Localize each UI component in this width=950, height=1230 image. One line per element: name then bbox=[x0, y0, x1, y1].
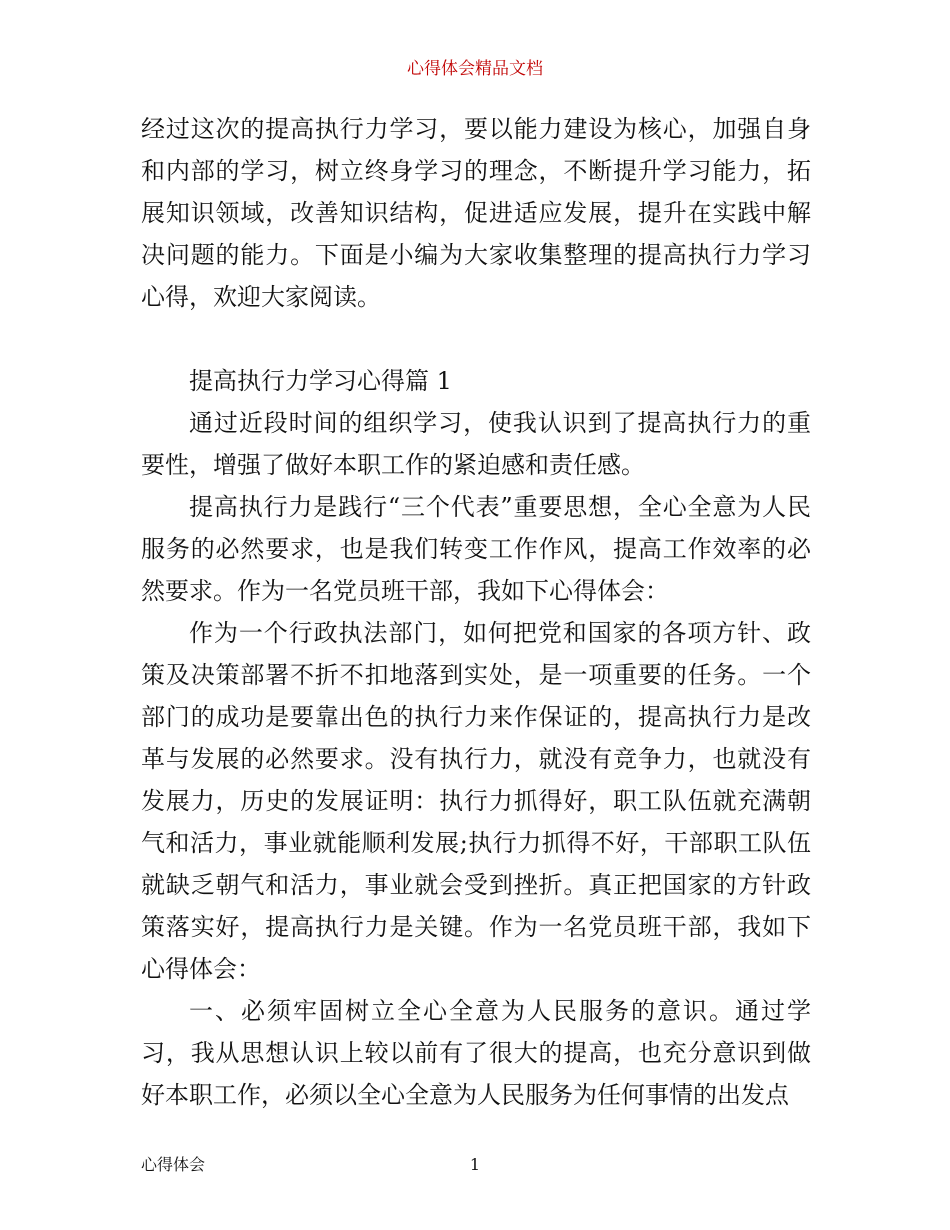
intro-paragraph: 经过这次的提高执行力学习，要以能力建设为核心，加强自身和内部的学习，树立终身学习的理念，不断提升学习能力，拓展知识领域，改善知识结构，促进适应发展，提升在实践中解决问题的能力。下面是小编为大家收集整理的提高执行力学习心得，欢迎大家阅读。 bbox=[141, 115, 811, 311]
page-header-title: 心得体会精品文档 bbox=[407, 59, 543, 79]
body-paragraph-4: 一、必须牢固树立全心全意为人民服务的意识。通过学习，我从思想认识上较以前有了很大的提高，也充分意识到做好本职工作，必须以全心全意为人民服务为任何事情的出发点 bbox=[141, 997, 811, 1109]
section-title: 提高执行力学习心得篇 1 bbox=[189, 367, 452, 395]
body-paragraph-2: 提高执行力是践行“三个代表”重要思想，全心全意为人民服务的必然要求，也是我们转变工作作风，提高工作效率的必然要求。作为一名党员班干部，我如下心得体会： bbox=[141, 493, 811, 605]
body-paragraph-1: 通过近段时间的组织学习，使我认识到了提高执行力的重要性，增强了做好本职工作的紧迫感和责任感。 bbox=[141, 409, 811, 479]
document-body bbox=[141, 108, 811, 1116]
page-number: 1 bbox=[469, 1155, 481, 1174]
body-paragraph-3: 作为一个行政执法部门，如何把党和国家的各项方针、政策及决策部署不折不扣地落到实处，是一项重要的任务。一个部门的成功是要靠出色的执行力来作保证的，提高执行力是改革与发展的必然要求。没有执行力，就没有竞争力，也就没有发展力，历史的发展证明：执行力抓得好，职工队伍就充满朝气和活力，事业就能顺利发展;执行力抓得不好，干部职工队伍就缺乏朝气和活力，事业就会受到挫折。真正把国家的方针政策落实好，提高执行力是关键。作为一名党员班干部，我如下心得体会： bbox=[141, 619, 811, 983]
paragraph-spacer bbox=[141, 318, 811, 360]
page-footer-label: 心得体会 bbox=[141, 1155, 206, 1174]
